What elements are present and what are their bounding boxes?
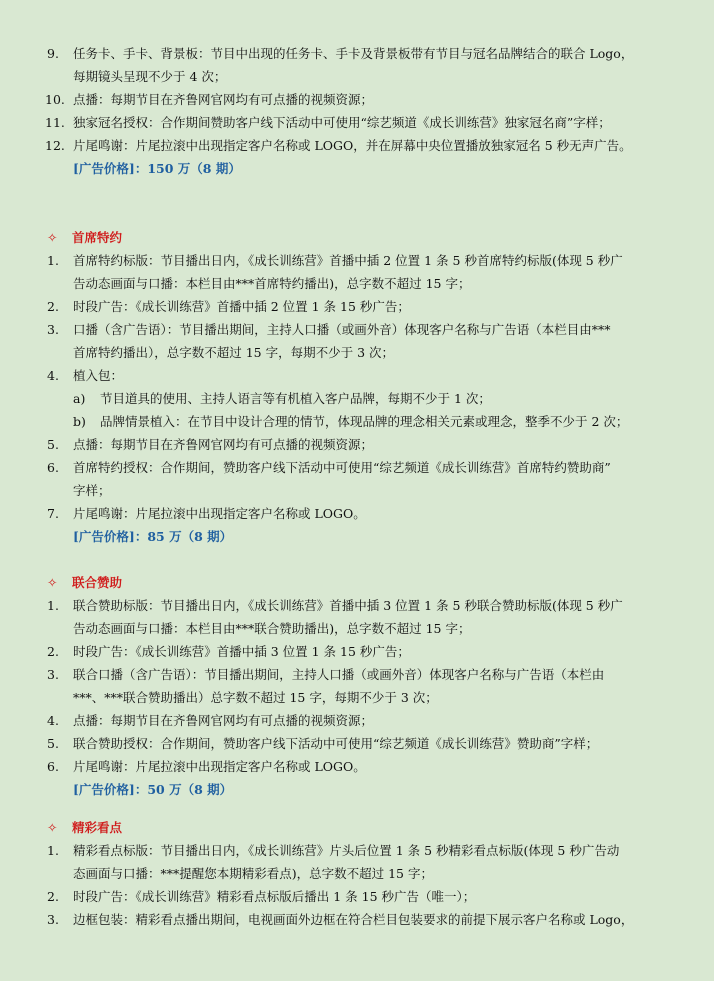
item-number: 3. [47, 322, 59, 337]
diamond-bullet-icon: ✧ [47, 575, 58, 590]
item-text: 首席特约播出），总字数不超过 15 字，每期不少于 3 次； [73, 345, 395, 360]
sub-item-label: b) [73, 414, 86, 429]
sub-item-text: 节目道具的使用、主持人语言等有机植入客户品牌，每期不少于 1 次； [100, 391, 491, 406]
item-number: 6. [47, 759, 59, 774]
item-number: 10. [45, 92, 65, 107]
diamond-bullet-icon: ✧ [47, 230, 58, 245]
item-text: 时段广告：《成长训练营》精彩看点标版后播出 1 条 15 秒广告（唯一）； [73, 889, 476, 904]
item-number: 5. [47, 736, 59, 751]
ad-price: [广告价格]：85 万（8 期） [73, 529, 233, 544]
item-number: 3. [47, 912, 59, 927]
item-text: 联合口播（含广告语）：节目播出期间，主持人口播（或画外音）体现客户名称与广告语（本栏由 [73, 667, 605, 682]
item-number: 4. [47, 368, 59, 383]
item-number: 2. [47, 889, 59, 904]
item-number: 1. [47, 253, 59, 268]
diamond-bullet-icon: ✧ [47, 820, 58, 835]
item-text: 任务卡、手卡、背景板：节目中出现的任务卡、手卡及背景板带有节目与冠名品牌结合的联合 Logo， [73, 46, 634, 61]
section-title: 联合赞助 [72, 575, 123, 590]
sub-item-label: a) [73, 391, 86, 406]
item-text: 字样； [73, 483, 111, 498]
item-text: 边框包装：精彩看点播出期间，电视画面外边框在符合栏目包装要求的前提下展示客户名称或 Logo， [73, 912, 634, 927]
item-text: 口播（含广告语）：节目播出期间，主持人口播（或画外音）体现客户名称与广告语（本栏目由*** [73, 322, 611, 337]
item-text: 时段广告：《成长训练营》首播中插 3 位置 1 条 15 秒广告； [73, 644, 410, 659]
item-number: 9. [47, 46, 59, 61]
item-number: 1. [47, 598, 59, 613]
item-number: 3. [47, 667, 59, 682]
item-text: 点播：每期节目在齐鲁网官网均有可点播的视频资源； [73, 437, 374, 452]
item-text: 精彩看点标版：节目播出日内，《成长训练营》片头后位置 1 条 5 秒精彩看点标版(体现 5 秒广告动 [73, 843, 620, 858]
item-text: 点播：每期节目在齐鲁网官网均有可点播的视频资源； [73, 92, 374, 107]
section-title: 首席特约 [72, 230, 123, 245]
item-number: 4. [47, 713, 59, 728]
item-number: 2. [47, 644, 59, 659]
item-number: 5. [47, 437, 59, 452]
item-number: 1. [47, 843, 59, 858]
item-text: 片尾鸣谢：片尾拉滚中出现指定客户名称或 LOGO，并在屏幕中央位置播放独家冠名 5 秒无声广告。 [73, 138, 632, 153]
item-text: 片尾鸣谢：片尾拉滚中出现指定客户名称或 LOGO。 [73, 506, 366, 521]
item-text: ***、***联合赞助播出）总字数不超过 15 字，每期不少于 3 次； [73, 690, 438, 705]
item-text: 时段广告：《成长训练营》首播中插 2 位置 1 条 15 秒广告； [73, 299, 410, 314]
item-text: 告动态画面与口播：本栏目由***联合赞助播出)，总字数不超过 15 字； [73, 621, 471, 636]
item-text: 植入包： [73, 368, 124, 383]
item-text: 独家冠名授权：合作期间赞助客户线下活动中可使用“综艺频道《成长训练营》独家冠名商”字样； [73, 115, 611, 130]
ad-price: [广告价格]：50 万（8 期） [73, 782, 233, 797]
sub-item-text: 品牌情景植入：在节目中设计合理的情节，体现品牌的理念相关元素或理念，整季不少于 2 次； [100, 414, 629, 429]
item-text: 告动态画面与口播：本栏目由***首席特约播出)，总字数不超过 15 字； [73, 276, 471, 291]
item-text: 片尾鸣谢：片尾拉滚中出现指定客户名称或 LOGO。 [73, 759, 366, 774]
item-text: 首席特约标版：节目播出日内，《成长训练营》首播中插 2 位置 1 条 5 秒首席特约标版(体现 5 秒广 [73, 253, 623, 268]
item-text: 首席特约授权：合作期间，赞助客户线下活动中可使用“综艺频道《成长训练营》首席特约赞助商” [73, 460, 611, 475]
section-title: 精彩看点 [72, 820, 123, 835]
item-text: 联合赞助授权：合作期间，赞助客户线下活动中可使用“综艺频道《成长训练营》赞助商”字样； [73, 736, 599, 751]
item-text: 点播：每期节目在齐鲁网官网均有可点播的视频资源； [73, 713, 374, 728]
item-text: 每期镜头呈现不少于 4 次； [73, 69, 227, 84]
item-number: 6. [47, 460, 59, 475]
item-text: 态画面与口播：***提醒您本期精彩看点)，总字数不超过 15 字； [73, 866, 433, 881]
item-text: 联合赞助标版：节目播出日内，《成长训练营》首播中插 3 位置 1 条 5 秒联合赞助标版(体现 5 秒广 [73, 598, 623, 613]
item-number: 7. [47, 506, 59, 521]
item-number: 12. [45, 138, 65, 153]
item-number: 2. [47, 299, 59, 314]
item-number: 11. [45, 115, 65, 130]
ad-price: [广告价格]：150 万（8 期） [73, 161, 241, 176]
